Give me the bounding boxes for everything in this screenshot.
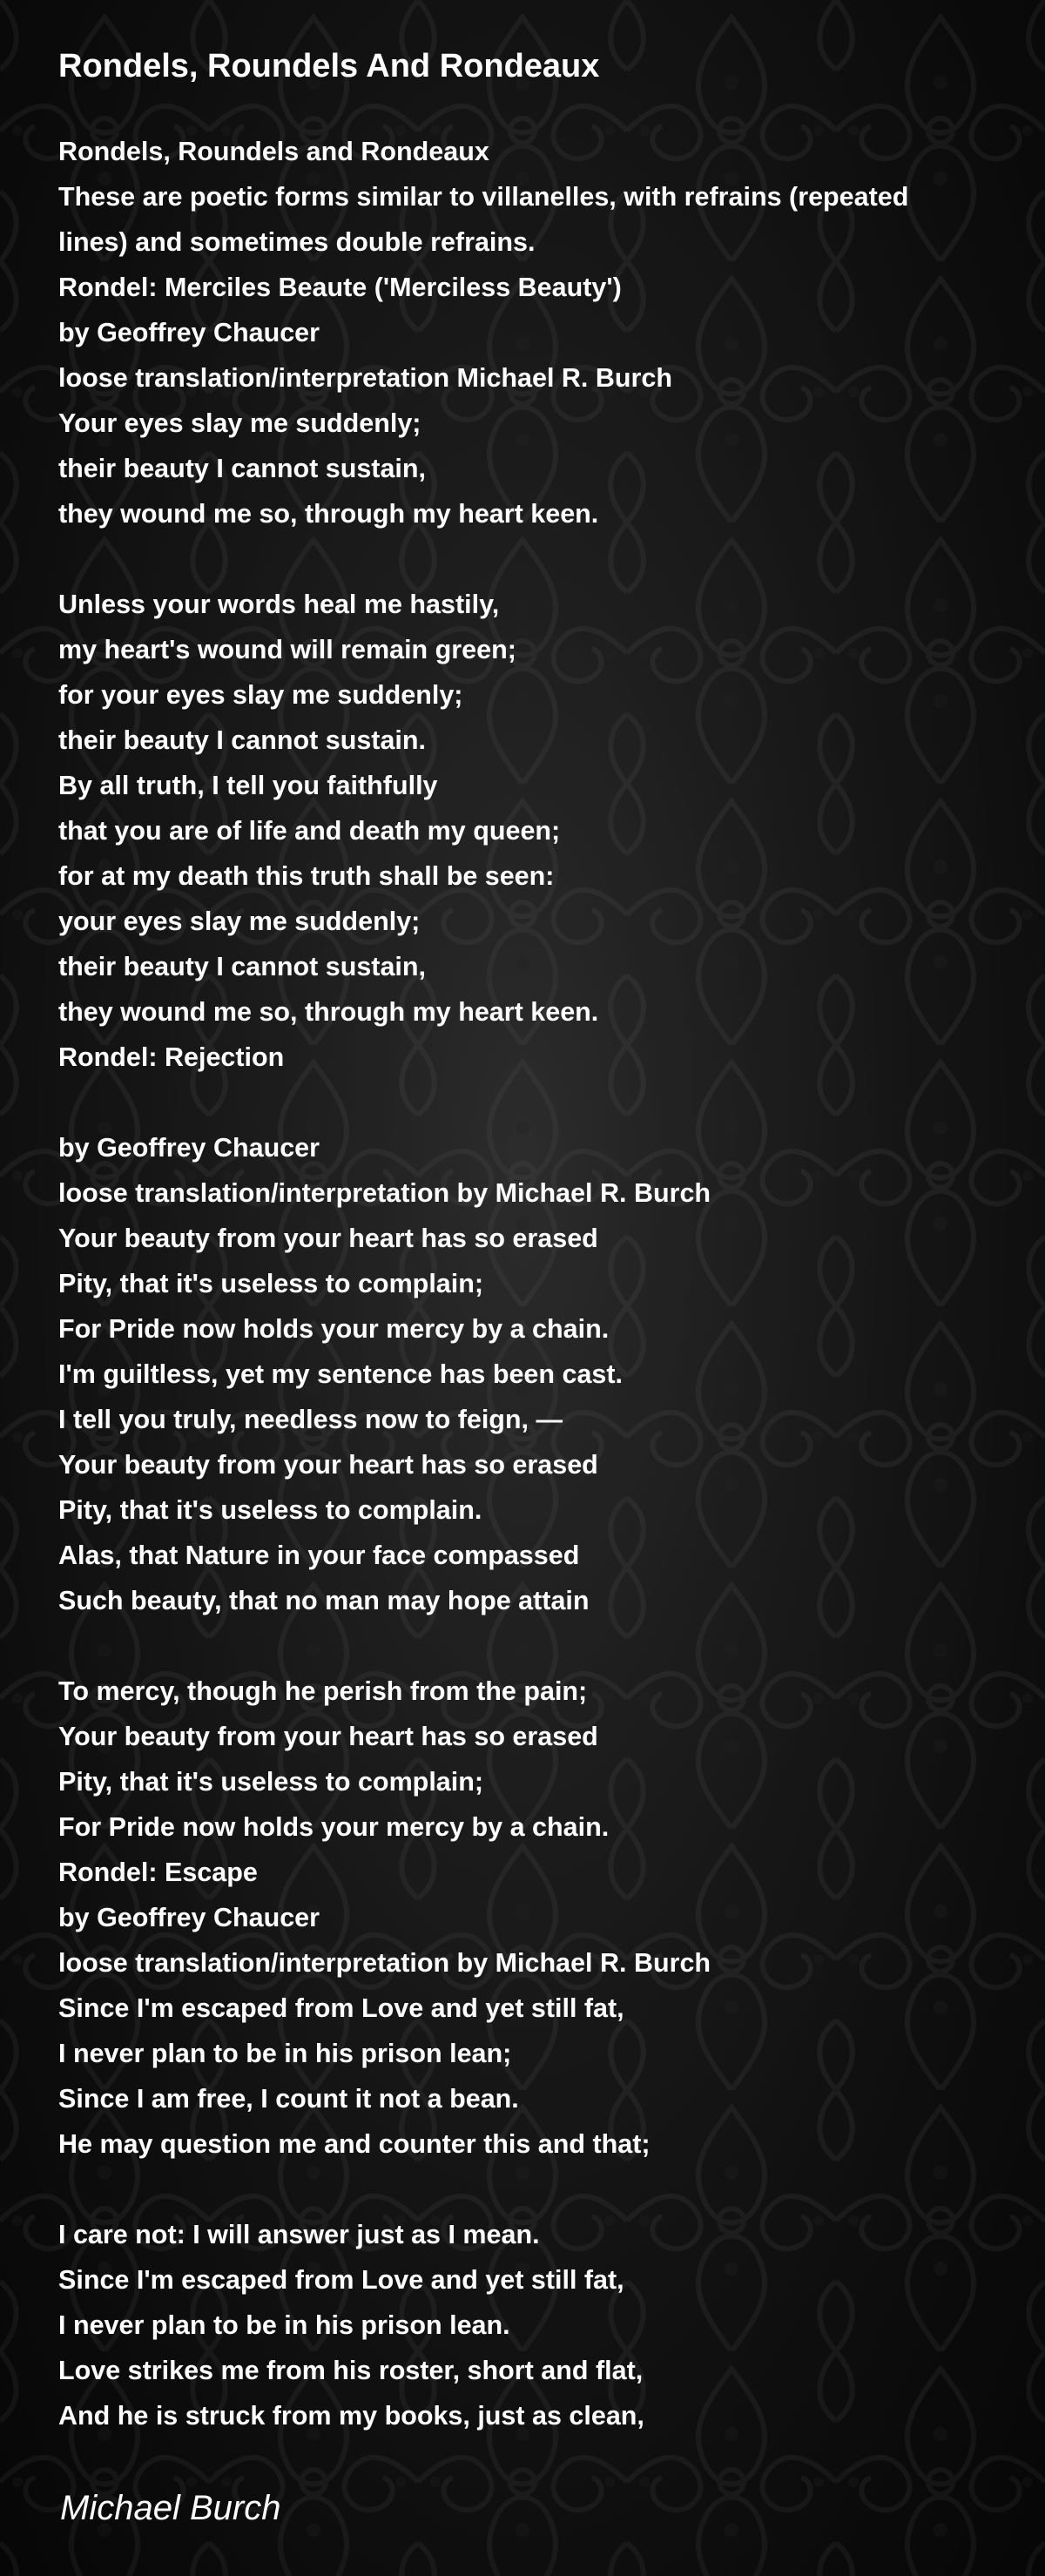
poem-line: by Geoffrey Chaucer (58, 1903, 320, 1932)
poem-line: For Pride now holds your mercy by a chain. (58, 1812, 610, 1842)
poem-line: I'm guiltless, yet my sentence has been cast. (58, 1359, 624, 1389)
poem-line: Such beauty, that no man may hope attain (58, 1586, 590, 1615)
poem-line: that you are of life and death my queen; (58, 816, 561, 846)
poem-line: And he is struck from my books, just as clean, (58, 2401, 644, 2431)
poem-line: For Pride now holds your mercy by a chain. (58, 1314, 610, 1344)
stanza-break (58, 536, 1016, 582)
poem-line: loose translation/interpretation Michael R. Burch (58, 363, 672, 393)
poem-line: your eyes slay me suddenly; (58, 907, 421, 936)
stanza-break (58, 2167, 1016, 2212)
poem-line: These are poetic forms similar to villanelles, with refrains (repeated (58, 182, 909, 212)
author-name: Michael Burch (60, 2489, 281, 2527)
poem-line: my heart's wound will remain green; (58, 635, 516, 664)
poem-line: they wound me so, through my heart keen. (58, 997, 599, 1027)
poem-line: lines) and sometimes double refrains. (58, 227, 536, 257)
poem-line: He may question me and counter this and that; (58, 2129, 651, 2159)
poem-line: I tell you truly, needless now to feign, — (58, 1405, 563, 1434)
poem-line: Your eyes slay me suddenly; (58, 408, 421, 438)
poem-line: Love strikes me from his roster, short and flat, (58, 2356, 644, 2385)
poem-line: I never plan to be in his prison lean; (58, 2039, 512, 2068)
poem-line: Alas, that Nature in your face compassed (58, 1541, 580, 1570)
poem-line: I never plan to be in his prison lean. (58, 2310, 510, 2340)
poem-line: their beauty I cannot sustain, (58, 952, 426, 981)
poem-line: To mercy, though he perish from the pain; (58, 1676, 588, 1706)
poem-line: Rondel: Escape (58, 1858, 258, 1887)
poem-line: Rondel: Merciles Beaute ('Merciless Beauty') (58, 273, 622, 302)
poem-line: Since I'm escaped from Love and yet still fat, (58, 2265, 624, 2295)
poem-line: I care not: I will answer just as I mean. (58, 2220, 540, 2249)
poem-line: by Geoffrey Chaucer (58, 1133, 320, 1163)
stanza-break (58, 1080, 1016, 1125)
poem-line: Your beauty from your heart has so erased (58, 1450, 598, 1480)
poem-line: their beauty I cannot sustain. (58, 725, 426, 755)
poem-body (58, 129, 1016, 2438)
poem-line: loose translation/interpretation by Michael R. Burch (58, 1178, 711, 1208)
poem-line: Rondel: Rejection (58, 1042, 285, 1072)
poem-title: Rondels, Roundels And Rondeaux (58, 48, 600, 84)
poem-line: Unless your words heal me hastily, (58, 590, 500, 619)
poem-line: by Geoffrey Chaucer (58, 318, 320, 347)
poem-line: Your beauty from your heart has so erased (58, 1722, 598, 1751)
poem-line: Pity, that it's useless to complain. (58, 1495, 482, 1525)
poem-line: their beauty I cannot sustain, (58, 454, 426, 483)
poem-line: Pity, that it's useless to complain; (58, 1269, 484, 1298)
poem-line: they wound me so, through my heart keen. (58, 499, 599, 529)
poem-line: loose translation/interpretation by Michael R. Burch (58, 1948, 711, 1978)
poem-line: Pity, that it's useless to complain; (58, 1767, 484, 1797)
poem-line: for your eyes slay me suddenly; (58, 680, 463, 710)
poem-line: Since I'm escaped from Love and yet still fat, (58, 1993, 624, 2023)
poem-line: By all truth, I tell you faithfully (58, 771, 438, 800)
poem-line: for at my death this truth shall be seen: (58, 861, 555, 891)
poem-line: Your beauty from your heart has so erased (58, 1224, 598, 1253)
poem-line: Rondels, Roundels and Rondeaux (58, 137, 489, 166)
poem-line: Since I am free, I count it not a bean. (58, 2084, 519, 2114)
stanza-break (58, 1623, 1016, 1669)
